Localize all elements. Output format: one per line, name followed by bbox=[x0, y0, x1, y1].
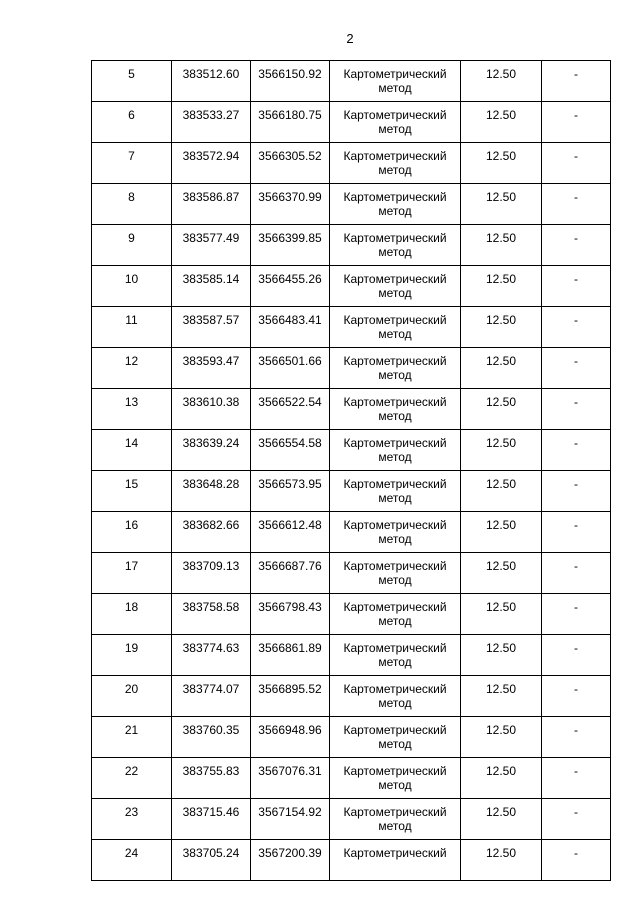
point-number-cell-text: 10 bbox=[124, 272, 139, 286]
precision-cell bbox=[461, 594, 542, 635]
x-coordinate-cell bbox=[172, 143, 251, 184]
method-cell-text: Картометрический метод bbox=[343, 805, 447, 833]
precision-cell-text: 12.50 bbox=[485, 764, 517, 778]
description-cell-text: - bbox=[574, 600, 578, 614]
point-number-cell-text: 16 bbox=[124, 518, 139, 532]
table-row bbox=[92, 61, 611, 102]
method-cell bbox=[330, 225, 461, 266]
precision-cell-text: 12.50 bbox=[485, 67, 517, 81]
y-coordinate-cell bbox=[251, 676, 330, 717]
description-cell bbox=[542, 266, 611, 307]
point-number-cell bbox=[92, 389, 172, 430]
precision-cell bbox=[461, 184, 542, 225]
y-coordinate-cell-text: 3566399.85 bbox=[258, 231, 322, 245]
point-number-cell bbox=[92, 553, 172, 594]
point-number-cell bbox=[92, 512, 172, 553]
method-cell bbox=[330, 307, 461, 348]
method-cell-text: Картометрический метод bbox=[343, 600, 447, 628]
point-number-cell bbox=[92, 430, 172, 471]
point-number-cell-text: 18 bbox=[124, 600, 139, 614]
x-coordinate-cell-text: 383760.35 bbox=[182, 723, 240, 737]
method-cell-text: Картометрический метод bbox=[343, 682, 447, 710]
x-coordinate-cell-text: 383709.13 bbox=[182, 559, 240, 573]
point-number-cell bbox=[92, 594, 172, 635]
y-coordinate-cell-text: 3567200.39 bbox=[258, 846, 322, 860]
y-coordinate-cell bbox=[251, 635, 330, 676]
description-cell bbox=[542, 307, 611, 348]
description-cell-text: - bbox=[574, 395, 578, 409]
method-cell-text: Картометрический метод bbox=[343, 108, 447, 136]
x-coordinate-cell-text: 383533.27 bbox=[182, 108, 240, 122]
method-cell-text: Картометрический метод bbox=[343, 641, 447, 669]
method-cell-text: Картометрический метод bbox=[343, 272, 447, 300]
y-coordinate-cell bbox=[251, 512, 330, 553]
x-coordinate-cell bbox=[172, 430, 251, 471]
description-cell-text: - bbox=[574, 682, 578, 696]
precision-cell bbox=[461, 102, 542, 143]
y-coordinate-cell-text: 3566455.26 bbox=[258, 272, 322, 286]
precision-cell bbox=[461, 717, 542, 758]
table-row bbox=[92, 266, 611, 307]
table-row bbox=[92, 758, 611, 799]
x-coordinate-cell bbox=[172, 594, 251, 635]
method-cell bbox=[330, 799, 461, 840]
y-coordinate-cell-text: 3566501.66 bbox=[258, 354, 322, 368]
precision-cell-text: 12.50 bbox=[485, 436, 517, 450]
x-coordinate-cell bbox=[172, 512, 251, 553]
y-coordinate-cell bbox=[251, 758, 330, 799]
table-row bbox=[92, 102, 611, 143]
precision-cell-text: 12.50 bbox=[485, 190, 517, 204]
table-row bbox=[92, 840, 611, 881]
point-number-cell-text: 13 bbox=[124, 395, 139, 409]
x-coordinate-cell bbox=[172, 471, 251, 512]
method-cell-text: Картометрический метод bbox=[343, 149, 447, 177]
point-number-cell bbox=[92, 635, 172, 676]
x-coordinate-cell-text: 383682.66 bbox=[182, 518, 240, 532]
x-coordinate-cell bbox=[172, 225, 251, 266]
description-cell-text: - bbox=[574, 108, 578, 122]
point-number-cell-text: 20 bbox=[124, 682, 139, 696]
description-cell-text: - bbox=[574, 67, 578, 81]
point-number-cell-text: 11 bbox=[125, 313, 138, 327]
x-coordinate-cell-text: 383648.28 bbox=[182, 477, 240, 491]
x-coordinate-cell-text: 383577.49 bbox=[182, 231, 240, 245]
method-cell-text: Картометрический метод bbox=[343, 764, 447, 792]
table-row bbox=[92, 635, 611, 676]
y-coordinate-cell bbox=[251, 184, 330, 225]
precision-cell bbox=[461, 348, 542, 389]
y-coordinate-cell-text: 3566554.58 bbox=[258, 436, 322, 450]
point-number-cell bbox=[92, 471, 172, 512]
description-cell bbox=[542, 635, 611, 676]
precision-cell-text: 12.50 bbox=[485, 231, 517, 245]
method-cell bbox=[330, 184, 461, 225]
description-cell bbox=[542, 676, 611, 717]
method-cell-text: Картометрический метод bbox=[343, 477, 447, 505]
precision-cell bbox=[461, 471, 542, 512]
point-number-cell-text: 9 bbox=[128, 231, 135, 245]
point-number-cell bbox=[92, 799, 172, 840]
description-cell-text: - bbox=[574, 518, 578, 532]
point-number-cell-text: 8 bbox=[128, 190, 135, 204]
method-cell bbox=[330, 430, 461, 471]
x-coordinate-cell-text: 383705.24 bbox=[182, 846, 240, 860]
method-cell bbox=[330, 143, 461, 184]
method-cell bbox=[330, 676, 461, 717]
x-coordinate-cell-text: 383593.47 bbox=[182, 354, 240, 368]
description-cell-text: - bbox=[574, 723, 578, 737]
x-coordinate-cell bbox=[172, 348, 251, 389]
description-cell-text: - bbox=[574, 149, 578, 163]
y-coordinate-cell-text: 3566687.76 bbox=[258, 559, 322, 573]
y-coordinate-cell-text: 3566612.48 bbox=[258, 518, 322, 532]
method-cell bbox=[330, 266, 461, 307]
y-coordinate-cell-text: 3566483.41 bbox=[258, 313, 322, 327]
precision-cell-text: 12.50 bbox=[485, 518, 517, 532]
method-cell-text: Картометрический метод bbox=[343, 354, 447, 382]
description-cell bbox=[542, 389, 611, 430]
x-coordinate-cell-text: 383586.87 bbox=[182, 190, 240, 204]
table-row bbox=[92, 389, 611, 430]
point-number-cell bbox=[92, 143, 172, 184]
y-coordinate-cell-text: 3566573.95 bbox=[258, 477, 322, 491]
point-number-cell bbox=[92, 676, 172, 717]
x-coordinate-cell-text: 383585.14 bbox=[182, 272, 240, 286]
method-cell bbox=[330, 471, 461, 512]
precision-cell-text: 12.50 bbox=[485, 313, 517, 327]
precision-cell-text: 12.50 bbox=[485, 477, 517, 491]
x-coordinate-cell bbox=[172, 758, 251, 799]
description-cell bbox=[542, 512, 611, 553]
x-coordinate-cell bbox=[172, 635, 251, 676]
point-number-cell-text: 19 bbox=[124, 641, 139, 655]
description-cell bbox=[542, 61, 611, 102]
method-cell bbox=[330, 512, 461, 553]
method-cell-text: Картометрический метод bbox=[343, 395, 447, 423]
description-cell-text: - bbox=[574, 190, 578, 204]
description-cell-text: - bbox=[574, 641, 578, 655]
precision-cell bbox=[461, 512, 542, 553]
table-row bbox=[92, 348, 611, 389]
description-cell bbox=[542, 799, 611, 840]
x-coordinate-cell-text: 383774.63 bbox=[182, 641, 240, 655]
y-coordinate-cell bbox=[251, 471, 330, 512]
description-cell bbox=[542, 430, 611, 471]
point-number-cell-text: 24 bbox=[124, 846, 139, 860]
y-coordinate-cell bbox=[251, 61, 330, 102]
y-coordinate-cell-text: 3567076.31 bbox=[258, 764, 322, 778]
precision-cell-text: 12.50 bbox=[485, 805, 517, 819]
table-row bbox=[92, 512, 611, 553]
page-number: 2 bbox=[346, 31, 354, 46]
description-cell bbox=[542, 102, 611, 143]
y-coordinate-cell-text: 3566948.96 bbox=[258, 723, 322, 737]
y-coordinate-cell bbox=[251, 307, 330, 348]
y-coordinate-cell-text: 3566180.75 bbox=[258, 108, 322, 122]
description-cell-text: - bbox=[574, 846, 578, 860]
method-cell bbox=[330, 594, 461, 635]
precision-cell-text: 12.50 bbox=[485, 149, 517, 163]
precision-cell bbox=[461, 430, 542, 471]
x-coordinate-cell-text: 383774.07 bbox=[182, 682, 240, 696]
x-coordinate-cell bbox=[172, 307, 251, 348]
description-cell bbox=[542, 225, 611, 266]
precision-cell bbox=[461, 676, 542, 717]
method-cell bbox=[330, 717, 461, 758]
description-cell bbox=[542, 348, 611, 389]
y-coordinate-cell-text: 3566370.99 bbox=[258, 190, 322, 204]
description-cell-text: - bbox=[574, 231, 578, 245]
precision-cell bbox=[461, 758, 542, 799]
y-coordinate-cell bbox=[251, 430, 330, 471]
precision-cell-text: 12.50 bbox=[485, 108, 517, 122]
y-coordinate-cell bbox=[251, 389, 330, 430]
precision-cell bbox=[461, 143, 542, 184]
point-number-cell-text: 5 bbox=[128, 67, 135, 81]
description-cell bbox=[542, 143, 611, 184]
precision-cell-text: 12.50 bbox=[485, 559, 517, 573]
description-cell-text: - bbox=[574, 436, 578, 450]
y-coordinate-cell bbox=[251, 102, 330, 143]
y-coordinate-cell-text: 3567154.92 bbox=[258, 805, 322, 819]
y-coordinate-cell bbox=[251, 594, 330, 635]
point-number-cell bbox=[92, 758, 172, 799]
table-row bbox=[92, 676, 611, 717]
precision-cell-text: 12.50 bbox=[485, 600, 517, 614]
method-cell-text: Картометрический метод bbox=[343, 313, 447, 341]
table-row bbox=[92, 553, 611, 594]
point-number-cell-text: 12 bbox=[124, 354, 139, 368]
precision-cell-text: 12.50 bbox=[485, 354, 517, 368]
y-coordinate-cell-text: 3566150.92 bbox=[258, 67, 322, 81]
x-coordinate-cell-text: 383587.57 bbox=[182, 313, 240, 327]
method-cell-text: Картометрический метод bbox=[343, 231, 447, 259]
point-number-cell bbox=[92, 717, 172, 758]
precision-cell bbox=[461, 553, 542, 594]
y-coordinate-cell bbox=[251, 799, 330, 840]
method-cell bbox=[330, 348, 461, 389]
precision-cell bbox=[461, 61, 542, 102]
x-coordinate-cell bbox=[172, 389, 251, 430]
y-coordinate-cell bbox=[251, 553, 330, 594]
table-row bbox=[92, 307, 611, 348]
precision-cell bbox=[461, 840, 542, 881]
y-coordinate-cell bbox=[251, 717, 330, 758]
y-coordinate-cell-text: 3566861.89 bbox=[258, 641, 322, 655]
method-cell bbox=[330, 61, 461, 102]
description-cell-text: - bbox=[574, 805, 578, 819]
x-coordinate-cell bbox=[172, 553, 251, 594]
description-cell-text: - bbox=[574, 477, 578, 491]
point-number-cell-text: 23 bbox=[124, 805, 139, 819]
y-coordinate-cell bbox=[251, 840, 330, 881]
description-cell bbox=[542, 594, 611, 635]
point-number-cell-text: 22 bbox=[124, 764, 139, 778]
y-coordinate-cell bbox=[251, 348, 330, 389]
point-number-cell bbox=[92, 840, 172, 881]
precision-cell-text: 12.50 bbox=[485, 272, 517, 286]
precision-cell bbox=[461, 266, 542, 307]
description-cell-text: - bbox=[574, 313, 578, 327]
coordinates-table-body bbox=[92, 61, 611, 881]
x-coordinate-cell-text: 383755.83 bbox=[182, 764, 240, 778]
x-coordinate-cell-text: 383715.46 bbox=[182, 805, 240, 819]
method-cell bbox=[330, 102, 461, 143]
description-cell-text: - bbox=[574, 764, 578, 778]
description-cell-text: - bbox=[574, 272, 578, 286]
precision-cell-text: 12.50 bbox=[485, 846, 517, 860]
x-coordinate-cell bbox=[172, 102, 251, 143]
method-cell bbox=[330, 758, 461, 799]
point-number-cell bbox=[92, 61, 172, 102]
x-coordinate-cell bbox=[172, 266, 251, 307]
description-cell bbox=[542, 717, 611, 758]
precision-cell bbox=[461, 307, 542, 348]
y-coordinate-cell-text: 3566522.54 bbox=[258, 395, 322, 409]
x-coordinate-cell bbox=[172, 717, 251, 758]
precision-cell-text: 12.50 bbox=[485, 723, 517, 737]
table-row bbox=[92, 184, 611, 225]
description-cell bbox=[542, 840, 611, 881]
x-coordinate-cell bbox=[172, 676, 251, 717]
point-number-cell bbox=[92, 348, 172, 389]
point-number-cell bbox=[92, 225, 172, 266]
x-coordinate-cell-text: 383758.58 bbox=[182, 600, 240, 614]
method-cell-text: Картометрический метод bbox=[343, 436, 447, 464]
method-cell-text: Картометрический метод bbox=[343, 723, 447, 751]
y-coordinate-cell-text: 3566895.52 bbox=[258, 682, 322, 696]
precision-cell-text: 12.50 bbox=[485, 641, 517, 655]
point-number-cell-text: 15 bbox=[124, 477, 139, 491]
method-cell-text: Картометрический bbox=[343, 846, 447, 860]
method-cell bbox=[330, 635, 461, 676]
description-cell bbox=[542, 758, 611, 799]
x-coordinate-cell-text: 383610.38 bbox=[182, 395, 240, 409]
method-cell bbox=[330, 389, 461, 430]
point-number-cell-text: 21 bbox=[124, 723, 139, 737]
description-cell-text: - bbox=[574, 354, 578, 368]
x-coordinate-cell-text: 383572.94 bbox=[182, 149, 240, 163]
y-coordinate-cell-text: 3566798.43 bbox=[258, 600, 322, 614]
precision-cell bbox=[461, 389, 542, 430]
x-coordinate-cell-text: 383512.60 bbox=[182, 67, 240, 81]
precision-cell-text: 12.50 bbox=[485, 682, 517, 696]
x-coordinate-cell bbox=[172, 184, 251, 225]
method-cell bbox=[330, 553, 461, 594]
y-coordinate-cell bbox=[251, 225, 330, 266]
description-cell bbox=[542, 471, 611, 512]
method-cell bbox=[330, 840, 461, 881]
x-coordinate-cell bbox=[172, 61, 251, 102]
x-coordinate-cell bbox=[172, 840, 251, 881]
y-coordinate-cell-text: 3566305.52 bbox=[258, 149, 322, 163]
method-cell-text: Картометрический метод bbox=[343, 518, 447, 546]
description-cell bbox=[542, 184, 611, 225]
precision-cell bbox=[461, 225, 542, 266]
precision-cell bbox=[461, 635, 542, 676]
y-coordinate-cell bbox=[251, 143, 330, 184]
table-row bbox=[92, 225, 611, 266]
point-number-cell-text: 6 bbox=[128, 108, 135, 122]
table-row bbox=[92, 799, 611, 840]
method-cell-text: Картометрический метод bbox=[343, 559, 447, 587]
point-number-cell bbox=[92, 102, 172, 143]
precision-cell bbox=[461, 799, 542, 840]
x-coordinate-cell-text: 383639.24 bbox=[182, 436, 240, 450]
point-number-cell bbox=[92, 184, 172, 225]
y-coordinate-cell bbox=[251, 266, 330, 307]
table-row bbox=[92, 594, 611, 635]
coordinates-table bbox=[91, 60, 611, 881]
point-number-cell bbox=[92, 307, 172, 348]
method-cell-text: Картометрический метод bbox=[343, 67, 447, 95]
point-number-cell bbox=[92, 266, 172, 307]
point-number-cell-text: 7 bbox=[128, 149, 135, 163]
description-cell bbox=[542, 553, 611, 594]
point-number-cell-text: 17 bbox=[124, 559, 139, 573]
table-row bbox=[92, 471, 611, 512]
method-cell-text: Картометрический метод bbox=[343, 190, 447, 218]
table-row bbox=[92, 717, 611, 758]
table-row bbox=[92, 143, 611, 184]
point-number-cell-text: 14 bbox=[124, 436, 139, 450]
description-cell-text: - bbox=[574, 559, 578, 573]
precision-cell-text: 12.50 bbox=[485, 395, 517, 409]
table-row bbox=[92, 430, 611, 471]
x-coordinate-cell bbox=[172, 799, 251, 840]
